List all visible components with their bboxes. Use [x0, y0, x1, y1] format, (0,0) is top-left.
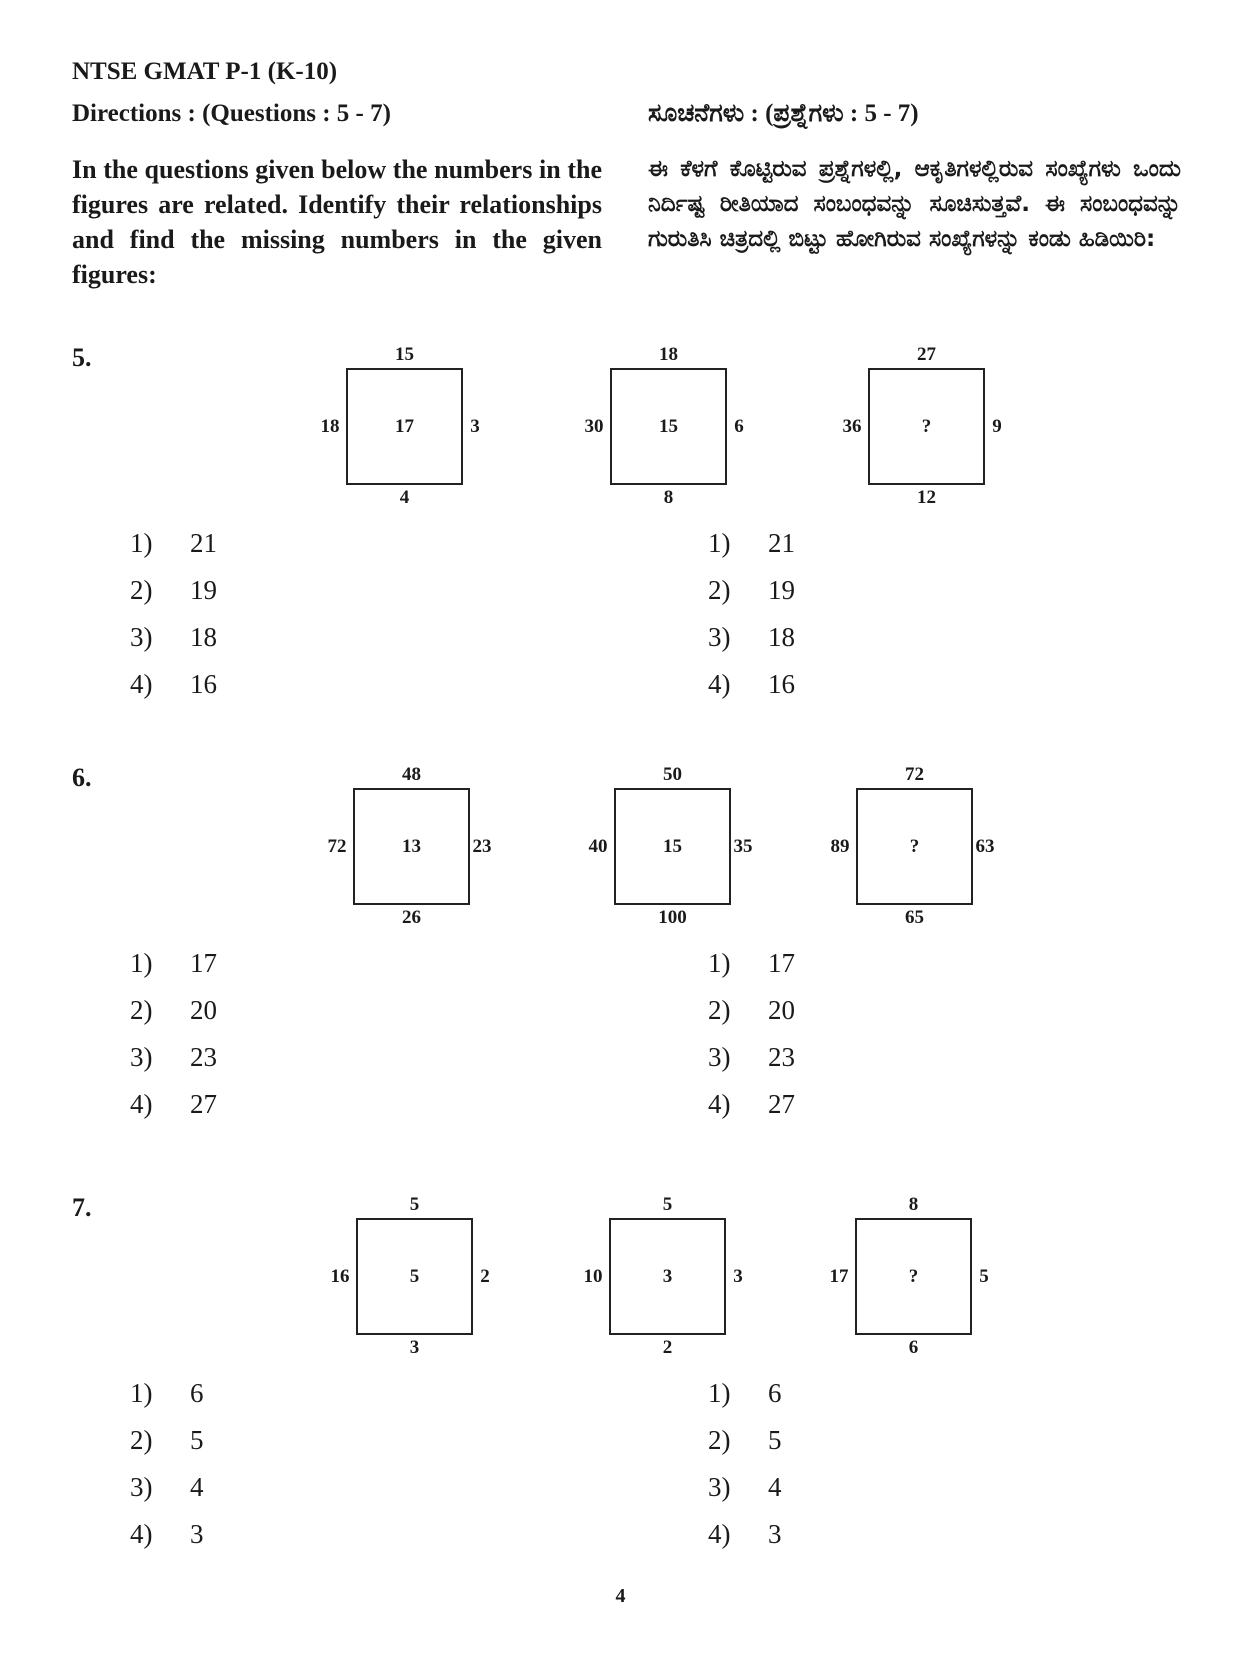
option-label: 3) [708, 622, 731, 652]
option-label: 2) [130, 995, 153, 1025]
option-value: 18 [190, 622, 217, 652]
option-label: 4) [708, 669, 731, 699]
option-kannada [708, 1089, 795, 1120]
option-value: 20 [768, 995, 795, 1025]
option-value: 17 [190, 948, 217, 978]
question-number: 7. [72, 1193, 92, 1222]
figure-bottom-number: 26 [402, 907, 421, 928]
option-value: 19 [190, 575, 217, 605]
option-kannada [708, 1378, 782, 1409]
figure-right-number: 9 [992, 415, 1002, 437]
option-value: 16 [190, 669, 217, 699]
figure-left-number: 18 [320, 415, 340, 437]
option-value: 18 [768, 622, 795, 652]
option-english [130, 1519, 204, 1550]
option-value: 6 [190, 1378, 204, 1408]
option-label: 3) [130, 1472, 153, 1502]
option-value: 21 [190, 528, 217, 558]
option-kannada [708, 1425, 782, 1456]
page-number: 4 [615, 1585, 626, 1607]
figure-bottom-number: 4 [399, 487, 410, 508]
option-value: 3 [768, 1519, 782, 1549]
figure-center-number: 3 [662, 1265, 673, 1287]
option-kannada [708, 1519, 782, 1550]
option-value: 23 [190, 1042, 217, 1072]
figure-left-number: 72 [327, 835, 347, 857]
figure-right-number: 35 [733, 835, 753, 857]
option-value: 27 [768, 1089, 795, 1119]
figure-right-number: 63 [975, 835, 995, 857]
figure-center-number: 13 [402, 835, 421, 857]
figure-right-number: 3 [470, 415, 480, 437]
figure-top-number: 48 [402, 764, 421, 785]
option-english [130, 1425, 204, 1456]
figure-bottom-number: 3 [409, 1337, 420, 1358]
option-value: 27 [190, 1089, 217, 1119]
figure-bottom-number: 8 [663, 487, 674, 508]
option-english [130, 669, 217, 700]
figure-right-number: 6 [734, 415, 744, 437]
option-value: 19 [768, 575, 795, 605]
option-value: 20 [190, 995, 217, 1025]
option-label: 2) [708, 995, 731, 1025]
option-kannada [708, 1472, 782, 1503]
instructions-english: In the questions given below the numbers in the figures are related. Identify their relationships and find the missing numbers in the given figures: [72, 155, 602, 289]
question-number: 5. [72, 343, 92, 372]
option-value: 16 [768, 669, 795, 699]
option-english [130, 995, 217, 1026]
option-value: 3 [190, 1519, 204, 1549]
option-english [130, 1089, 217, 1120]
option-label: 3) [708, 1472, 731, 1502]
option-label: 1) [708, 948, 731, 978]
figure-center-number: ? [909, 835, 920, 857]
option-kannada [708, 669, 795, 700]
figure-left-number: 89 [830, 835, 850, 857]
figure-bottom-number: 6 [908, 1337, 919, 1358]
page-header-title: NTSE GMAT P-1 (K-10) [72, 58, 338, 85]
directions-heading-english: Directions : (Questions : 5 - 7) [72, 100, 391, 127]
option-label: 2) [708, 1425, 731, 1455]
option-label: 2) [130, 1425, 153, 1455]
option-label: 4) [130, 1089, 153, 1119]
figure-center-number: 5 [409, 1265, 420, 1287]
option-label: 2) [708, 575, 731, 605]
figure-left-number: 36 [842, 415, 862, 437]
option-english [130, 1378, 204, 1409]
figure-bottom-number: 12 [917, 487, 936, 508]
figure-center-number: ? [908, 1265, 919, 1287]
option-value: 23 [768, 1042, 795, 1072]
option-label: 4) [130, 669, 153, 699]
option-label: 3) [130, 622, 153, 652]
option-label: 3) [130, 1042, 153, 1072]
figure-left-number: 10 [583, 1265, 603, 1287]
figure-right-number: 3 [733, 1265, 743, 1287]
option-label: 2) [130, 575, 153, 605]
option-kannada [708, 995, 795, 1026]
figure-top-number: 72 [905, 764, 924, 785]
directions-heading-kannada: ಸೂಚನೆಗಳು : (ಪ್ರಶ್ನೆಗಳು : 5 - 7) [648, 100, 919, 127]
option-english [130, 575, 217, 606]
option-kannada [708, 575, 795, 606]
option-label: 1) [130, 1378, 153, 1408]
figure-top-number: 18 [659, 344, 678, 365]
option-value: 4 [190, 1472, 204, 1502]
option-label: 1) [708, 1378, 731, 1408]
figure-top-number: 5 [409, 1194, 420, 1215]
figure-top-number: 5 [662, 1194, 673, 1215]
option-label: 4) [708, 1519, 731, 1549]
figure-bottom-number: 2 [662, 1337, 673, 1358]
figure-left-number: 16 [330, 1265, 350, 1287]
option-kannada [708, 948, 795, 979]
figure-center-number: 17 [395, 415, 414, 437]
figure-top-number: 15 [395, 344, 414, 365]
figure-right-number: 5 [979, 1265, 989, 1287]
figure-top-number: 8 [908, 1194, 919, 1215]
option-english [130, 948, 217, 979]
figure-bottom-number: 65 [905, 907, 924, 928]
question-number: 6. [72, 763, 92, 792]
option-english [130, 1042, 217, 1073]
figure-center-number: ? [921, 415, 932, 437]
figure-center-number: 15 [659, 415, 678, 437]
option-label: 1) [130, 948, 153, 978]
figure-left-number: 30 [584, 415, 604, 437]
option-label: 1) [708, 528, 731, 558]
option-label: 1) [130, 528, 153, 558]
figure-bottom-number: 100 [658, 907, 687, 928]
figure-top-number: 50 [663, 764, 682, 785]
option-label: 4) [130, 1519, 153, 1549]
option-value: 5 [768, 1425, 782, 1455]
option-kannada [708, 528, 795, 559]
option-kannada [708, 1042, 795, 1073]
option-value: 21 [768, 528, 795, 558]
figure-left-number: 40 [588, 835, 608, 857]
option-value: 4 [768, 1472, 782, 1502]
figure-right-number: 2 [480, 1265, 490, 1287]
option-value: 5 [190, 1425, 204, 1455]
instructions-kannada: ಈ ಕೆಳಗೆ ಕೊಟ್ಟಿರುವ ಪ್ರಶ್ನೆಗಳಲ್ಲಿ, ಆಕೃತಿಗಳಲ್ಲಿರುವ ಸಂಖ್ಯೆಗಳು ಒಂದು ನಿರ್ದಿಷ್ಟ ರೀತಿಯಾದ ಸಂಬಂಧವನ್ನು ಸೂಚಿಸುತ್ತವೆ. ಈ ಸಂಬಂಧವನ್ನು ಗುರುತಿಸಿ ಚಿತ್ರದಲ್ಲಿ ಬಿಟ್ಟು ಹೋಗಿರುವ ಸಂಖ್ಯೆಗಳನ್ನು ಕಂಡು ಹಿಡಿಯಿರಿ: [648, 156, 1181, 252]
option-value: 17 [768, 948, 795, 978]
option-value: 6 [768, 1378, 782, 1408]
figure-right-number: 23 [472, 835, 492, 857]
figure-center-number: 15 [663, 835, 682, 857]
option-english [130, 1472, 204, 1503]
option-english [130, 528, 217, 559]
option-label: 3) [708, 1042, 731, 1072]
option-english [130, 622, 217, 653]
figure-top-number: 27 [917, 344, 936, 365]
figure-left-number: 17 [829, 1265, 849, 1287]
option-label: 4) [708, 1089, 731, 1119]
option-kannada [708, 622, 795, 653]
